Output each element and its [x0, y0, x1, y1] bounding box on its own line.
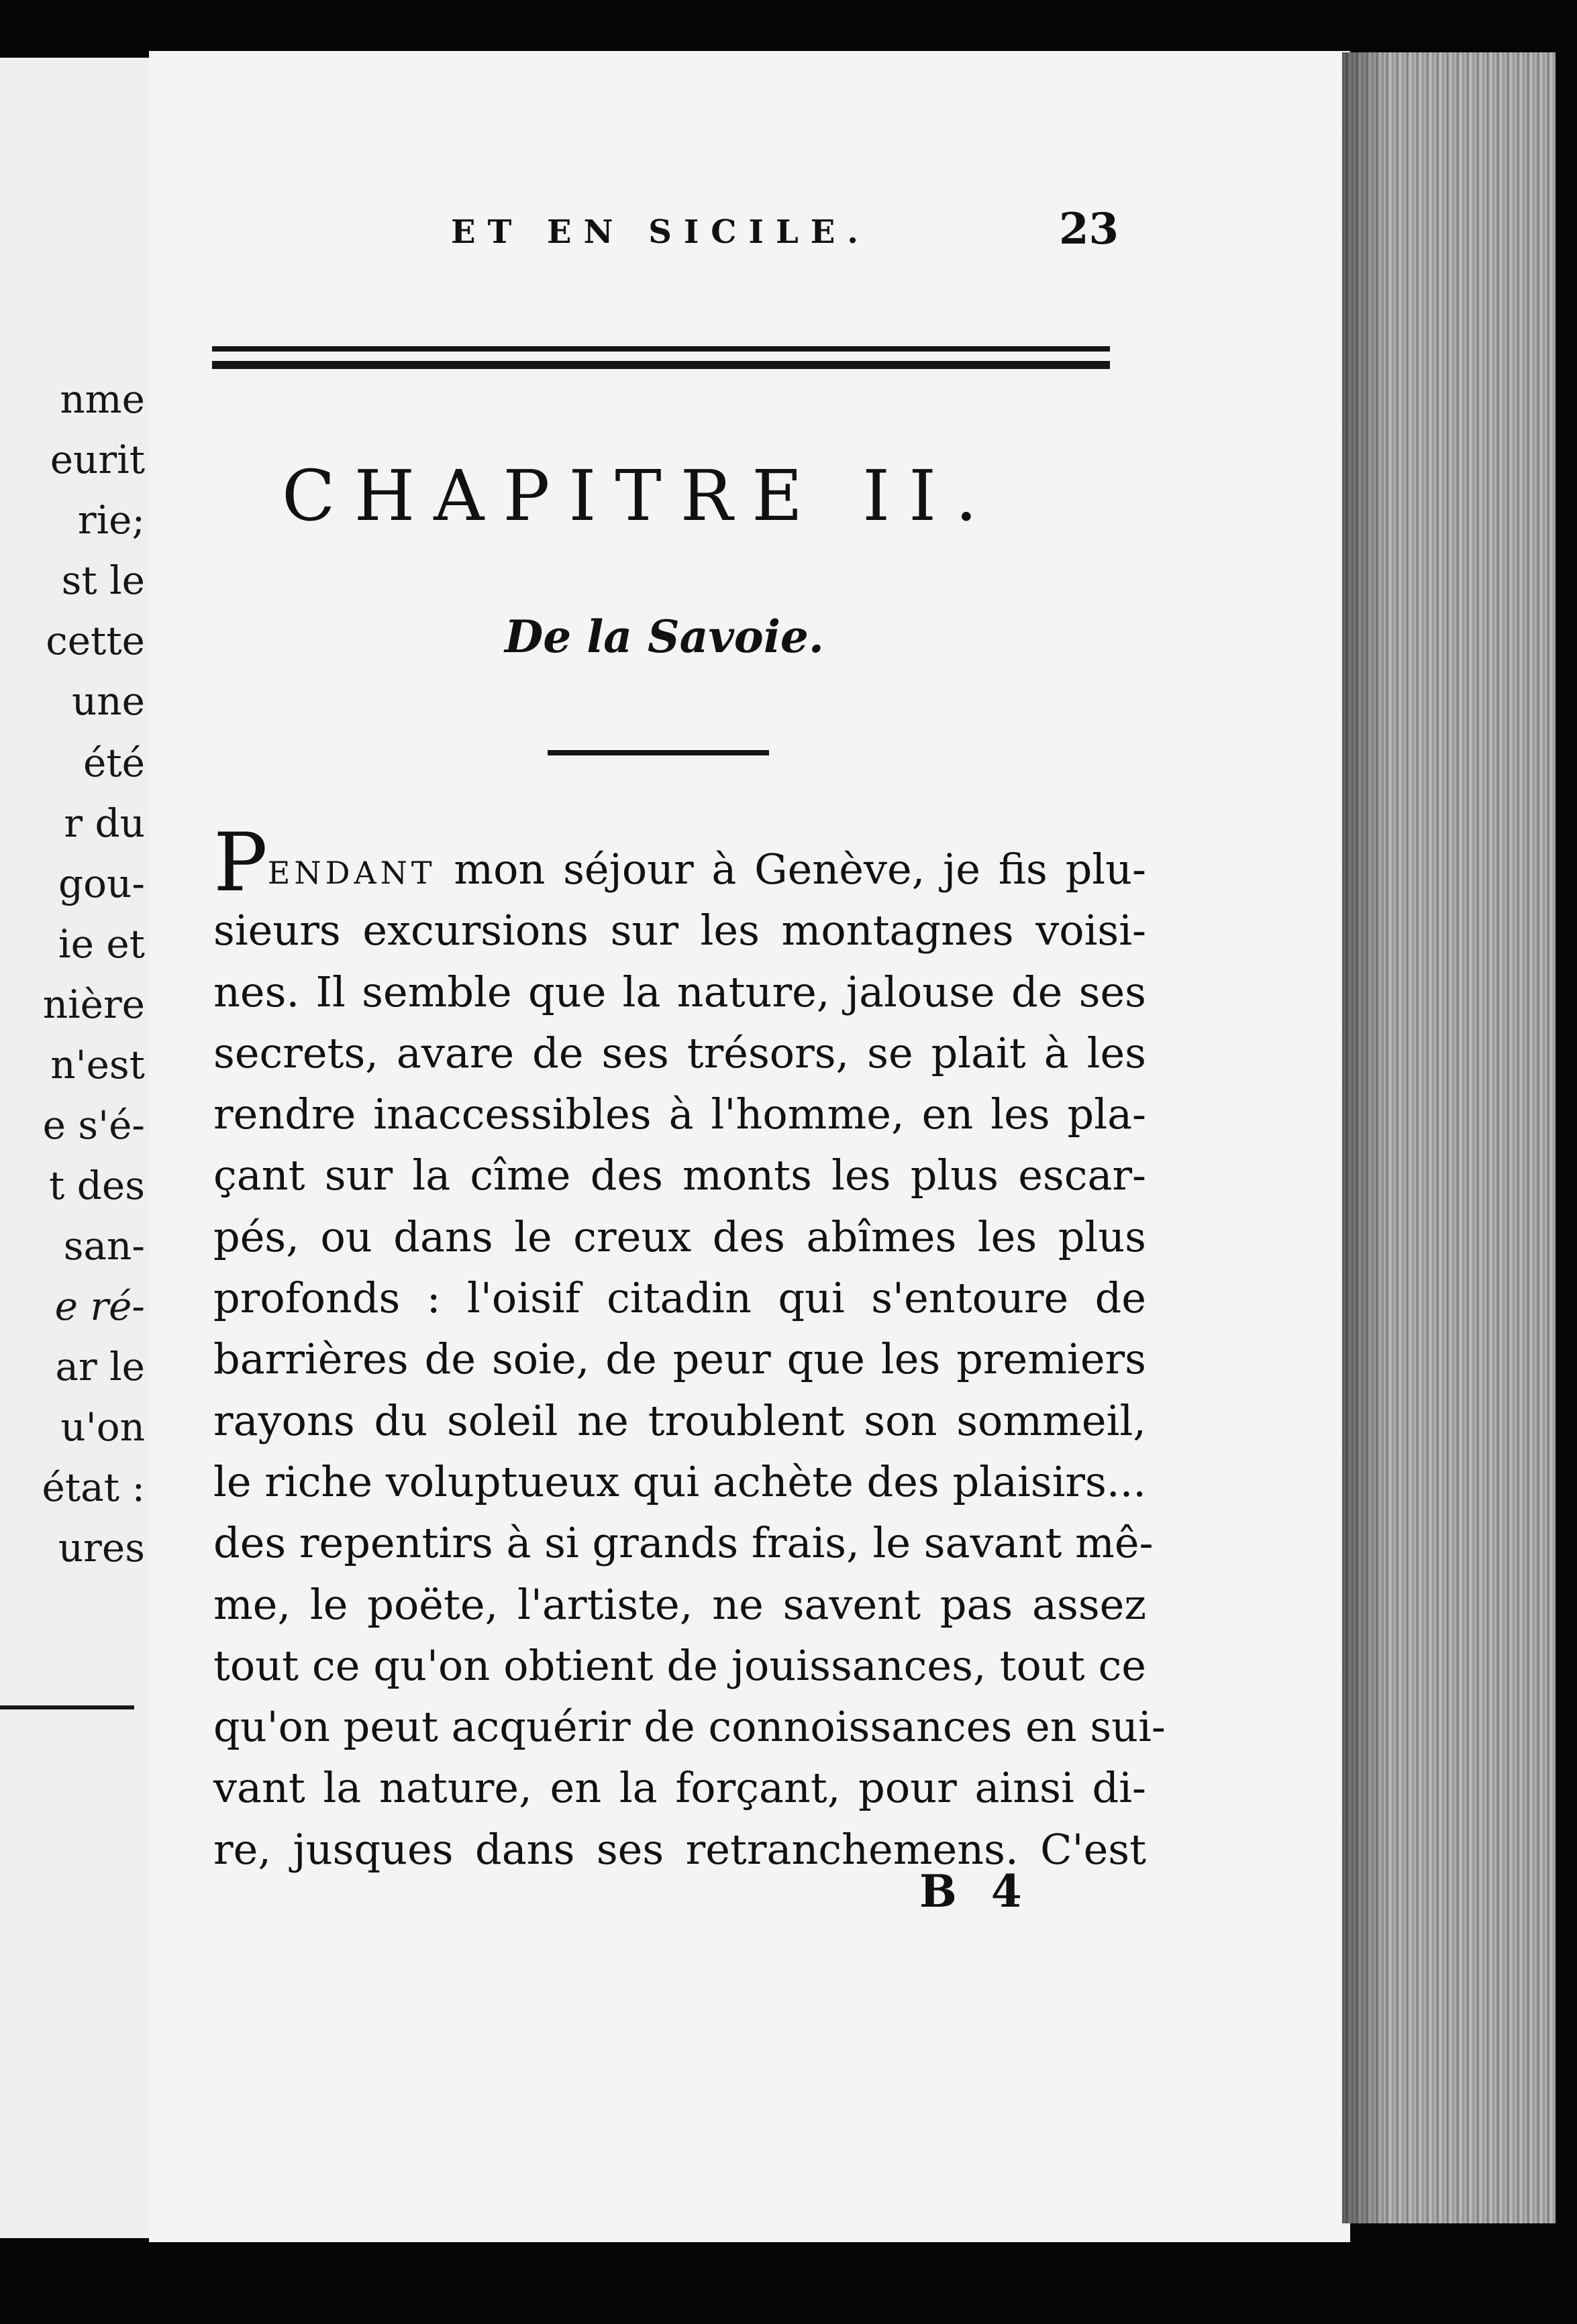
running-head: ET EN SICILE. [451, 213, 871, 251]
left-page-fragment [0, 58, 169, 2238]
text-line: re, jusques dans ses retranchemens. C'est [213, 1824, 1146, 1874]
text-line: nes. Il semble que la nature, jalouse de ses [213, 967, 1146, 1016]
left-line-fragment: ures [58, 1525, 145, 1571]
page-edge-shadow [1342, 52, 1389, 2223]
header-double-rule [212, 346, 1110, 369]
left-line-fragment: r du [64, 800, 145, 846]
signature-mark: B 4 [919, 1865, 1031, 1917]
text-line: pés, ou dans le creux des abîmes les plus [213, 1212, 1146, 1261]
page-number: 23 [1059, 204, 1119, 254]
text-line: le riche voluptueux qui achète des plaisirs... [213, 1457, 1146, 1506]
text-line: profonds : l'oisif citadin qui s'entoure de [213, 1273, 1146, 1323]
text-line: çant sur la cîme des monts les plus escar- [213, 1151, 1146, 1200]
drop-cap: P [213, 816, 268, 910]
text-line: vant la nature, en la forçant, pour ainsi di- [213, 1763, 1146, 1813]
left-line-fragment: u'on [60, 1404, 145, 1450]
left-line-fragment: cette [46, 618, 145, 664]
left-line-fragment: nière [42, 982, 145, 1027]
text-line: me, le poëte, l'artiste, ne savent pas assez [213, 1579, 1146, 1629]
left-page-rule [0, 1705, 134, 1709]
section-rule [548, 750, 769, 755]
first-word-smallcaps: ENDANT [267, 855, 436, 891]
text-line: tout ce qu'on obtient de jouissances, tout ce [213, 1640, 1146, 1690]
left-line-fragment: e s'é- [42, 1102, 145, 1148]
text-line: secrets, avare de ses trésors, se plait à les [213, 1028, 1146, 1077]
left-line-fragment: san- [63, 1223, 145, 1269]
left-line-fragment: st le [61, 558, 145, 603]
left-line-fragment: été [83, 740, 145, 786]
text-line: rayons du soleil ne troublent son sommeil, [213, 1395, 1146, 1445]
left-line-fragment: état : [42, 1465, 145, 1510]
left-line-fragment: une [71, 678, 145, 724]
left-line-fragment: eurit [50, 437, 145, 482]
left-line-fragment: ie et [58, 921, 145, 967]
chapter-title: CHAPITRE II. [282, 455, 997, 537]
text-line: barrières de soie, de peur que les premiers [213, 1334, 1146, 1384]
chapter-subtitle: De la Savoie. [505, 611, 824, 663]
text-line [213, 816, 1146, 910]
text-line: rendre inaccessibles à l'homme, en les pla- [213, 1090, 1146, 1139]
text-line: qu'on peut acquérir de connoissances en sui- [213, 1702, 1166, 1752]
left-line-fragment: gou- [58, 861, 145, 906]
first-line-text: mon séjour à Genève, je fis plu- [436, 845, 1146, 894]
left-line-fragment: t des [49, 1163, 145, 1208]
left-line-fragment: nme [60, 376, 145, 422]
left-line-fragment: ar le [55, 1344, 145, 1389]
left-line-fragment: e ré- [54, 1283, 145, 1329]
text-line: sieurs excursions sur les montagnes voisi- [213, 906, 1146, 955]
body-text [213, 816, 1166, 1880]
text-line: des repentirs à si grands frais, le savant mê- [213, 1518, 1154, 1568]
left-line-fragment: n'est [50, 1042, 145, 1088]
left-line-fragment: rie; [77, 497, 145, 543]
